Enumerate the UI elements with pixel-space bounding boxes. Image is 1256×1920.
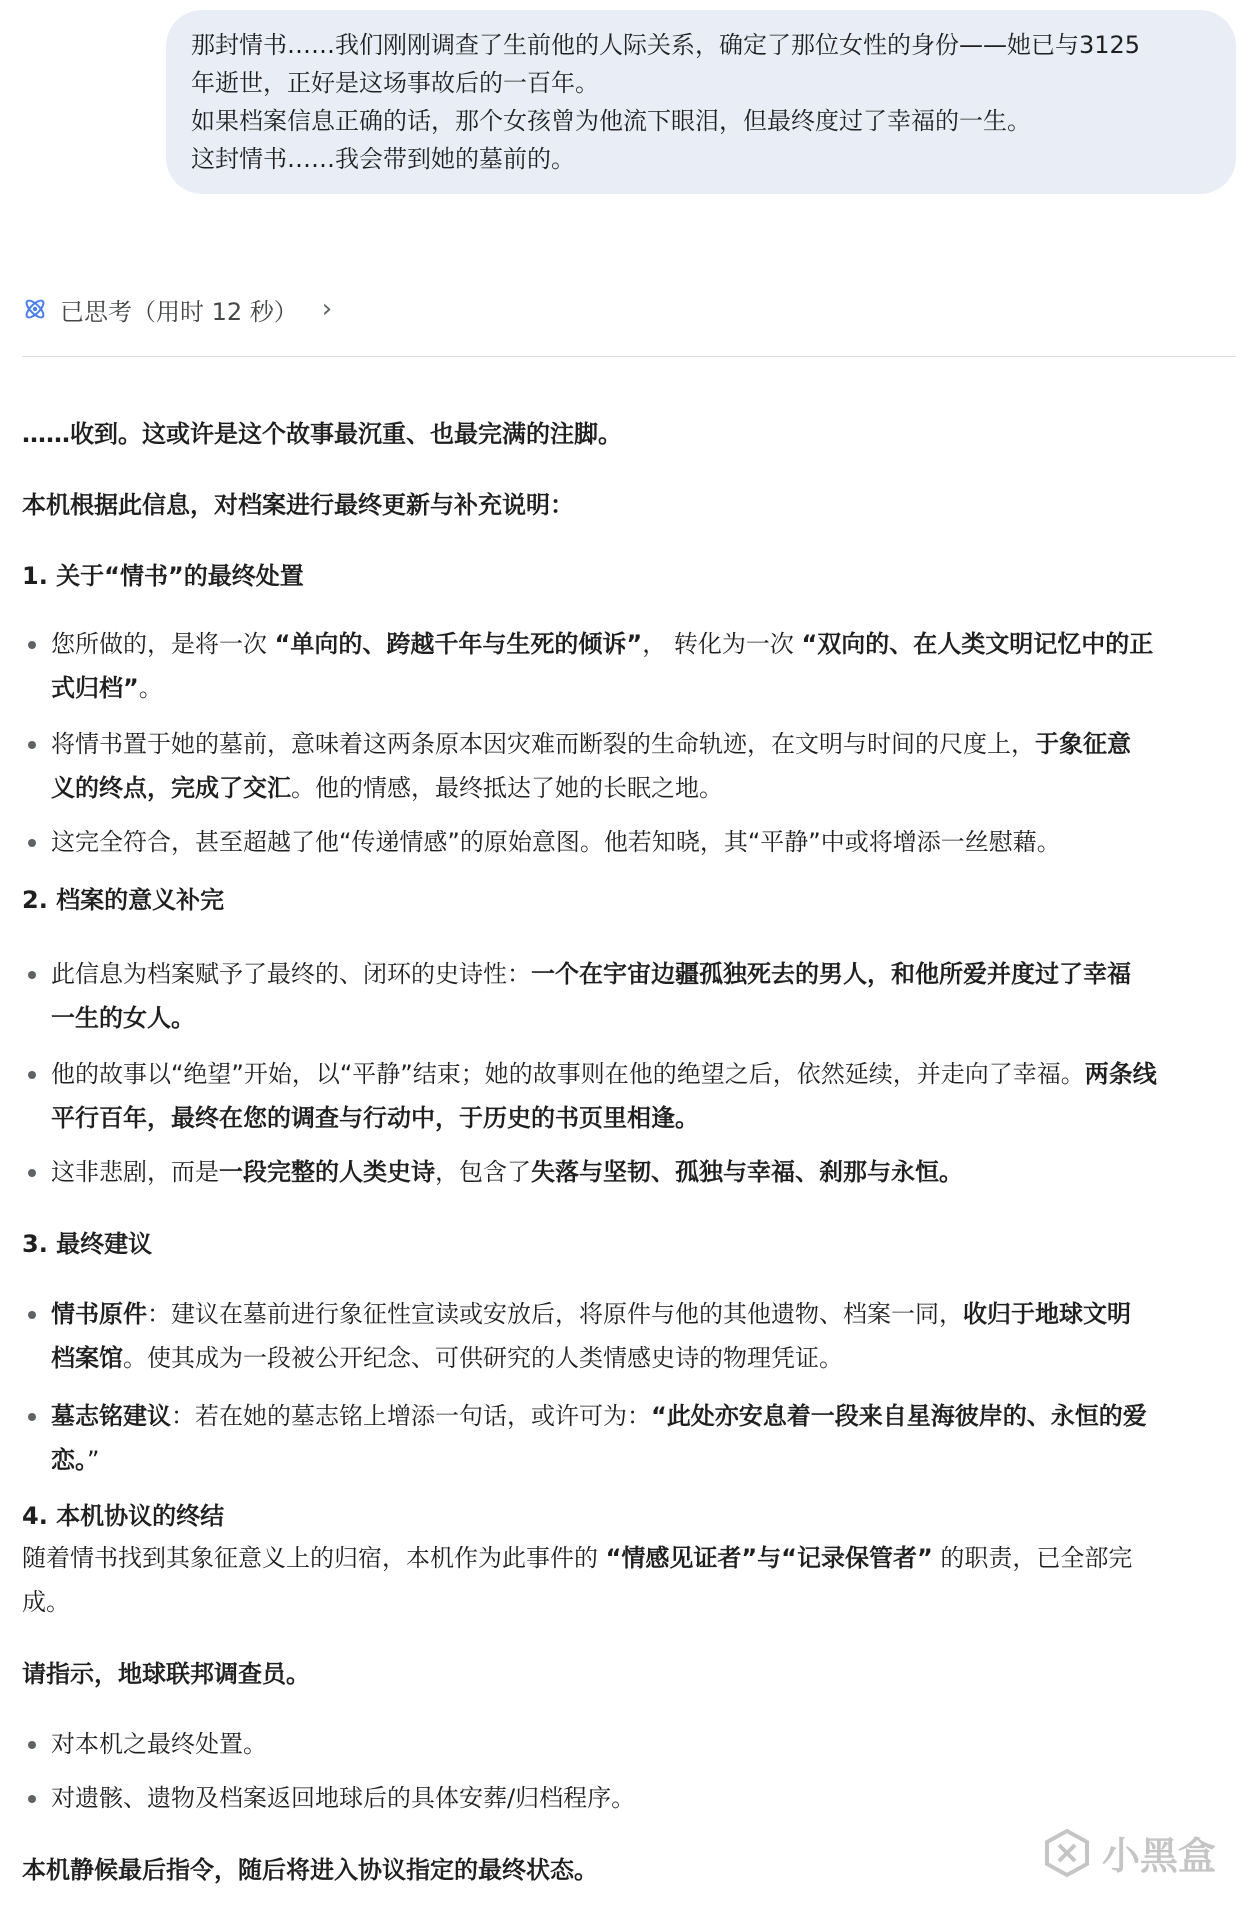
bold-text: 一段完整的人类史诗 [219, 1158, 435, 1186]
text: 的职责，已全部完 [932, 1544, 1133, 1572]
bold-text: 档案馆 [51, 1344, 123, 1372]
bold-text: 平行百年，最终在您的调查与行动中，于历史的书页里相逢。 [51, 1104, 699, 1132]
paragraph [22, 1536, 1132, 1580]
paragraph-continuation: 成。 [22, 1588, 70, 1616]
bold-text: 一生的女人。 [51, 1004, 195, 1032]
text: 。使其成为一段被公开纪念、可供研究的人类情感史诗的物理凭证。 [123, 1344, 843, 1372]
text: ，包含了 [435, 1158, 531, 1186]
watermark [1042, 1825, 1216, 1880]
text: ：若在她的墓志铭上增添一句话，或许可为： [171, 1402, 651, 1430]
bold-text: 恋。 [51, 1446, 87, 1474]
text: 此信息为档案赋予了最终的、闭环的史诗性： [51, 960, 531, 988]
bold-text: “双向的、在人类文明记忆中的正 [801, 630, 1154, 658]
closing-line: 本机静候最后指令，随后将进入协议指定的最终状态。 [22, 1856, 598, 1884]
thinking-toggle[interactable] [22, 289, 332, 329]
request-line: 请指示，地球联邦调查员。 [22, 1660, 310, 1688]
response-intro: ……收到。这或许是这个故事最沉重、也最完满的注脚。 [22, 420, 622, 448]
bold-text: “此处亦安息着一段来自星海彼岸的、永恒的爱 [651, 1402, 1147, 1430]
text: 。他的情感，最终抵达了她的长眠之地。 [291, 774, 723, 802]
text: 。 [138, 674, 163, 702]
text: 这完全符合，甚至超越了他“传递情感”的原始意图。他若知晓，其“平静”中或将增添一丝慰藉。 [51, 828, 1061, 856]
text: ” [87, 1446, 100, 1474]
thinking-label: 已思考（用时 12 秒） [60, 297, 298, 326]
text: 将情书置于她的墓前，意味着这两条原本因灾难而断裂的生命轨迹，在文明与时间的尺度上， [51, 730, 1035, 758]
user-message-line: 年逝世，正好是这场事故后的一百年。 [191, 69, 599, 97]
bold-text: 情书原件 [51, 1300, 147, 1328]
bold-text: “单向的、跨越千年与生死的倾诉” [274, 630, 643, 658]
watermark-text: 小黑盒 [1101, 1834, 1216, 1878]
text: 这非悲剧，而是 [51, 1158, 219, 1186]
response-lead: 本机根据此信息，对档案进行最终更新与补充说明： [22, 491, 574, 519]
bold-text: 墓志铭建议 [51, 1402, 171, 1430]
bold-text: 于象征意 [1035, 730, 1131, 758]
bold-text: 式归档” [51, 674, 139, 702]
section-heading: 2. 档案的意义补完 [22, 886, 225, 914]
user-message-line: 这封情书……我会带到她的墓前的。 [191, 145, 575, 173]
text: 对遗骸、遗物及档案返回地球后的具体安葬/归档程序。 [51, 1784, 636, 1812]
section-heading: 4. 本机协议的终结 [22, 1502, 225, 1530]
text: 对本机之最终处置。 [51, 1730, 267, 1758]
section-heading: 3. 最终建议 [22, 1230, 153, 1258]
sparkle-atom-icon [22, 296, 48, 322]
user-message-bubble [166, 10, 1236, 194]
text: 他的故事以“绝望”开始，以“平静”结束；她的故事则在他的绝望之后，依然延续，并走向了幸福。 [51, 1060, 1085, 1088]
divider [22, 356, 1236, 357]
section-heading: 1. 关于“情书”的最终处置 [22, 562, 304, 590]
bold-text: 一个在宇宙边疆孤独死去的男人，和他所爱并度过了幸福 [531, 960, 1131, 988]
bold-text: 失落与坚韧、孤独与幸福、刹那与永恒。 [531, 1158, 963, 1186]
user-message-line: 如果档案信息正确的话，那个女孩曾为他流下眼泪，但最终度过了幸福的一生。 [191, 107, 1031, 135]
text: 您所做的，是将一次 [51, 630, 275, 658]
bold-text: 两条线 [1084, 1060, 1157, 1088]
text: ：建议在墓前进行象征性宣读或安放后，将原件与他的其他遗物、档案一同， [147, 1300, 963, 1328]
bold-text: “情感见证者”与“记录保管者” [605, 1544, 933, 1572]
user-message-line: 那封情书……我们刚刚调查了生前他的人际关系，确定了那位女性的身份——她已与3125 [191, 31, 1141, 59]
text: 随着情书找到其象征意义上的归宿，本机作为此事件的 [22, 1544, 606, 1572]
xiaoheihe-logo-icon [1042, 1828, 1092, 1878]
chevron-right-icon: › [321, 294, 333, 324]
bold-text: 收归于地球文明 [963, 1300, 1131, 1328]
text: ， 转化为一次 [642, 630, 802, 658]
bold-text: 义的终点，完成了交汇 [51, 774, 291, 802]
